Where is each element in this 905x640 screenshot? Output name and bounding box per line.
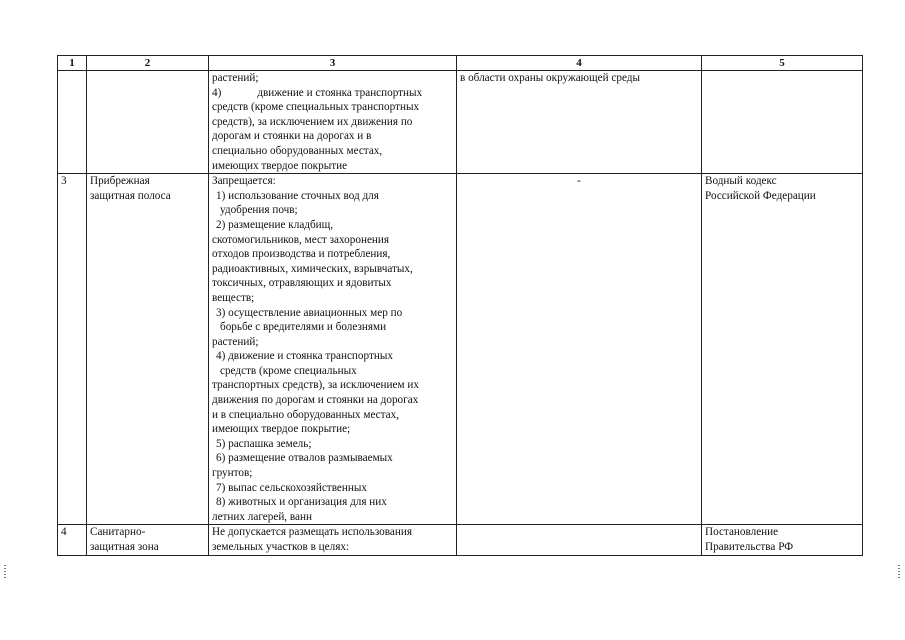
restriction-line: растений; <box>212 335 259 348</box>
header-row <box>58 56 863 71</box>
restriction-line: отходов производства и потребления, <box>212 248 391 261</box>
restriction-line: движения по дорогам и стоянки на дорогах <box>212 394 419 407</box>
restriction-line: дорогам и стоянки на дорогах и в <box>212 130 372 143</box>
restriction-line: Не допускается размещать использования <box>212 526 412 539</box>
legal-basis-cell <box>702 525 863 555</box>
restriction-line: транспортных средств), за исключением их <box>212 379 419 392</box>
header-col-3: 3 <box>209 56 457 71</box>
restriction-line: имеющих твердое покрытие; <box>212 423 351 436</box>
regulation-area-cell <box>457 525 702 555</box>
legal-basis-line: Российской Федерации <box>705 189 816 202</box>
header-col-5: 5 <box>702 56 863 71</box>
restriction-line: 5) распашка земель; <box>216 437 312 450</box>
legal-basis-line: Правительства РФ <box>705 541 794 553</box>
regulation-area-cell <box>457 174 702 525</box>
regulation-area-cell <box>457 71 702 174</box>
table-row <box>58 71 863 174</box>
zone-name <box>87 174 209 525</box>
restrictions-cell <box>209 525 457 555</box>
scan-margin-mark-left <box>4 565 6 580</box>
header-col-1: 1 <box>58 56 87 71</box>
restriction-line: Запрещается: <box>212 175 276 188</box>
restriction-line <box>212 86 453 101</box>
row-number: 3 <box>58 174 87 525</box>
restriction-line: средств (кроме специальных <box>220 364 357 377</box>
restriction-line: имеющих твердое покрытие <box>212 159 348 172</box>
table-row <box>58 525 863 555</box>
restriction-line: веществ; <box>212 291 255 304</box>
legal-basis-line: Водный кодекс <box>705 175 777 188</box>
regulation-area-text: в области охраны окружающей среды <box>460 72 640 84</box>
restriction-line: борьбе с вредителями и болезнями <box>220 321 387 334</box>
restriction-line: летних лагерей, ванн <box>212 510 312 523</box>
restriction-line: растений; <box>212 72 259 84</box>
header-col-4: 4 <box>457 56 702 71</box>
restrictions-cell <box>209 174 457 525</box>
scan-margin-mark-right <box>898 565 900 580</box>
row-number: 4 <box>58 525 87 555</box>
row-number <box>58 71 87 174</box>
zone-name-line: защитная полоса <box>90 189 171 202</box>
restriction-line: скотомогильников, мест захоронения <box>212 233 390 246</box>
zone-name-line: Прибрежная <box>90 175 150 188</box>
header-col-2: 2 <box>87 56 209 71</box>
restriction-line: и в специально оборудованных местах, <box>212 408 400 421</box>
restrictions-cell <box>209 71 457 174</box>
restriction-number: 4) <box>212 86 222 99</box>
restriction-line: 6) размещение отвалов размываемых <box>216 452 393 465</box>
legal-basis-cell <box>702 174 863 525</box>
restriction-line: 7) выпас сельскохозяйственных <box>216 481 367 494</box>
zone-name-line: защитная зона <box>90 541 159 553</box>
restriction-line: удобрения почв; <box>220 204 298 217</box>
restriction-line: земельных участков в целях: <box>212 541 350 553</box>
legal-basis-line: Постановление <box>705 526 779 539</box>
restriction-line: токсичных, отравляющих и ядовитых <box>212 277 392 290</box>
zone-name <box>87 525 209 555</box>
restriction-line: грунтов; <box>212 467 253 480</box>
table-row <box>58 174 863 525</box>
restriction-line: 4) движение и стоянка транспортных <box>216 350 393 363</box>
legal-basis-cell <box>702 71 863 174</box>
restrictions-table <box>57 55 863 556</box>
restriction-line: радиоактивных, химических, взрывчатых, <box>212 262 413 275</box>
restriction-line: 8) животных и организация для них <box>216 496 387 509</box>
restriction-line: 1) использование сточных вод для <box>216 189 379 202</box>
restriction-line: средств), за исключением их движения по <box>212 115 413 128</box>
restriction-line: 2) размещение кладбищ, <box>216 218 334 231</box>
restriction-line: средств (кроме специальных транспортных <box>212 101 420 114</box>
restriction-text: движение и стоянка транспортных <box>257 86 423 99</box>
restriction-line: специально оборудованных местах, <box>212 144 383 157</box>
restriction-line: 3) осуществление авиационных мер по <box>216 306 403 319</box>
regulation-area-text: - <box>577 175 581 188</box>
zone-name-line: Санитарно- <box>90 526 146 539</box>
zone-name <box>87 71 209 174</box>
